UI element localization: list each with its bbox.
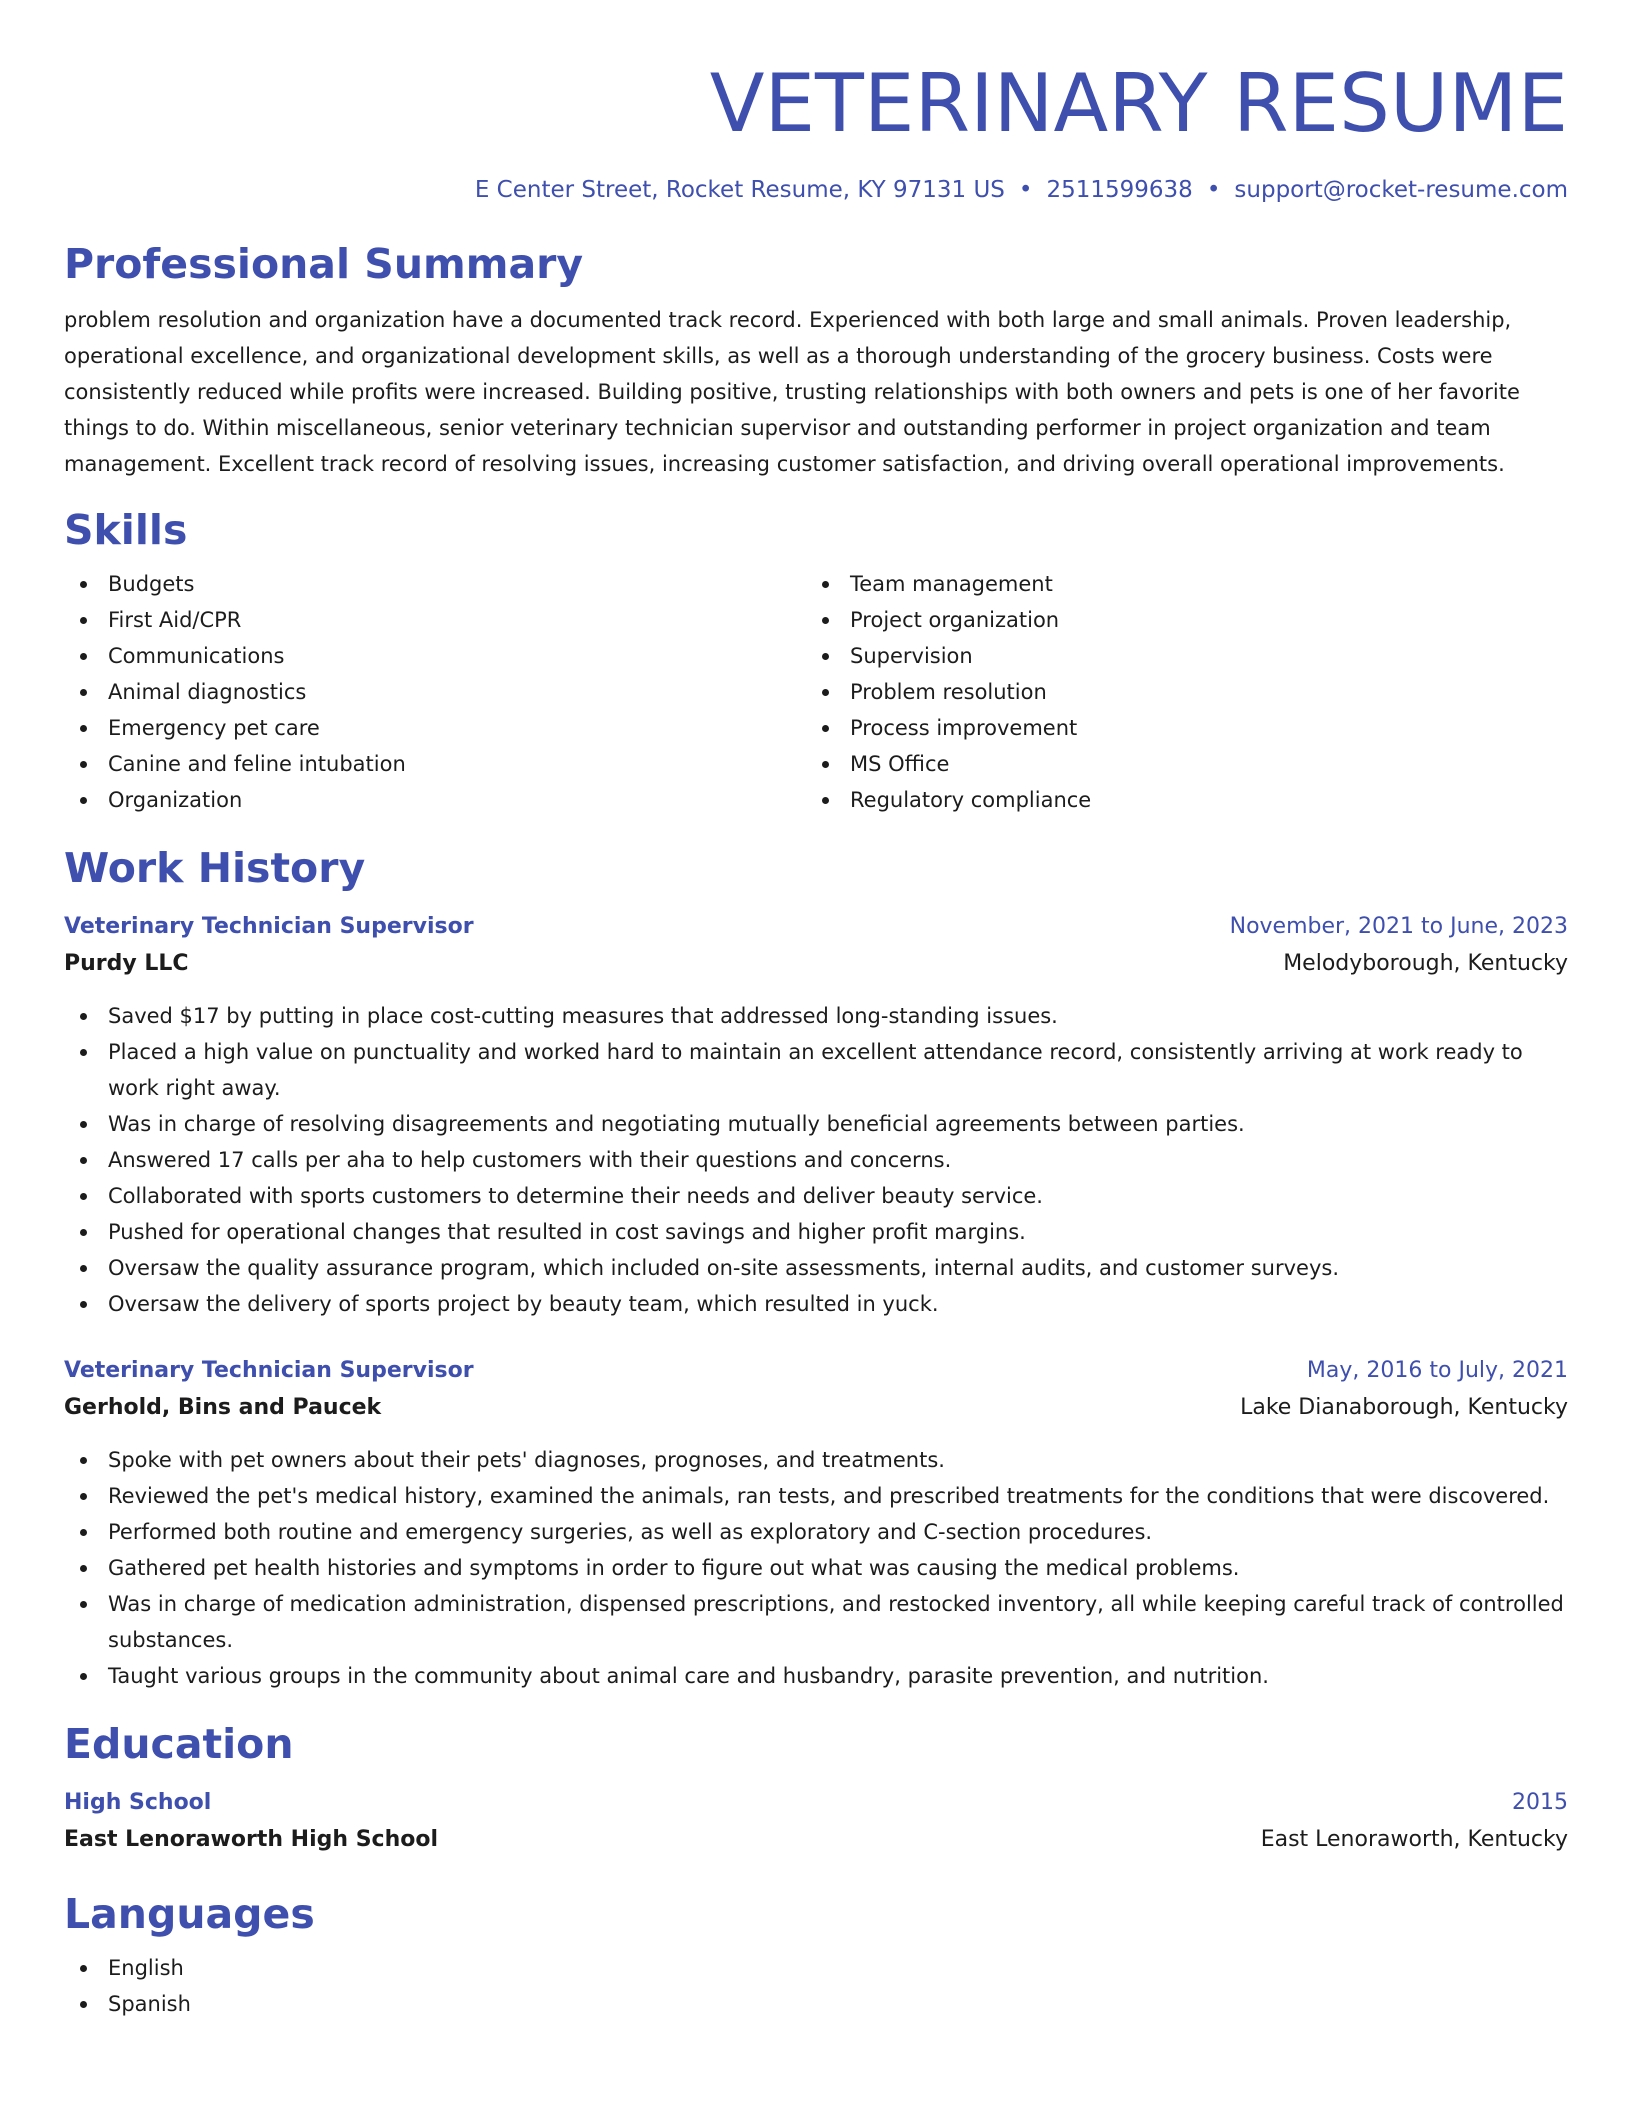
job-location: Melodyborough, Kentucky <box>1283 951 1568 976</box>
job-duty-item: Taught various groups in the community about animal care and husbandry, parasite prevention, and nutrition. <box>64 1658 1568 1694</box>
job-duty-item: Spoke with pet owners about their pets' diagnoses, prognoses, and treatments. <box>64 1442 1568 1478</box>
education-location: East Lenoraworth, Kentucky <box>1260 1827 1568 1852</box>
job-duty-item: Oversaw the delivery of sports project by beauty team, which resulted in yuck. <box>64 1286 1568 1322</box>
job-entry <box>64 908 1568 1322</box>
job-dates: November, 2021 to June, 2023 <box>1229 914 1568 939</box>
job-dates: May, 2016 to July, 2021 <box>1306 1358 1568 1383</box>
contact-line <box>64 174 1568 206</box>
job-duty-item: Answered 17 calls per aha to help customers with their questions and concerns. <box>64 1142 1568 1178</box>
job-duty-item: Saved $17 by putting in place cost-cutting measures that addressed long-standing issues. <box>64 998 1568 1034</box>
skill-item: Project organization <box>806 602 1548 638</box>
job-duty-item: Performed both routine and emergency surgeries, as well as exploratory and C-section procedures. <box>64 1514 1568 1550</box>
skill-item: Canine and feline intubation <box>64 746 806 782</box>
work-history-heading: Work History <box>64 844 366 892</box>
job-duty-item: Placed a high value on punctuality and worked hard to maintain an excellent attendance record, consistently arriving at work ready to work right away. <box>64 1034 1568 1106</box>
skill-item: Problem resolution <box>806 674 1548 710</box>
language-item: English <box>64 1950 1568 1986</box>
summary-heading: Professional Summary <box>64 240 584 288</box>
job-duty-item: Pushed for operational changes that resulted in cost savings and higher profit margins. <box>64 1214 1568 1250</box>
skill-item: Process improvement <box>806 710 1548 746</box>
job-location: Lake Dianaborough, Kentucky <box>1240 1395 1568 1420</box>
job-duty-item: Oversaw the quality assurance program, which included on-site assessments, internal audits, and customer surveys. <box>64 1250 1568 1286</box>
job-entry <box>64 1352 1568 1694</box>
job-header <box>64 1352 1568 1389</box>
resume-page <box>64 0 1568 2022</box>
education-header <box>64 1784 1568 1821</box>
job-company: Gerhold, Bins and Paucek <box>64 1395 382 1420</box>
contact-address: E Center Street, Rocket Resume, KY 97131 US <box>474 177 1005 203</box>
skill-item: Budgets <box>64 566 806 602</box>
resume-title: VETERINARY RESUME <box>709 57 1568 150</box>
job-title: Veterinary Technician Supervisor <box>64 1358 474 1383</box>
contact-phone: 2511599638 <box>1046 177 1193 203</box>
contact-separator: • <box>1018 177 1033 203</box>
languages-list <box>64 1950 1568 2022</box>
language-item: Spanish <box>64 1986 1568 2022</box>
skills-list-right <box>806 566 1548 818</box>
job-duty-item: Reviewed the pet's medical history, examined the animals, ran tests, and prescribed treatments for the conditions that were discovered. <box>64 1478 1568 1514</box>
education-degree: High School <box>64 1790 212 1815</box>
job-duty-item: Collaborated with sports customers to determine their needs and deliver beauty service. <box>64 1178 1568 1214</box>
skills-grid <box>64 566 1568 818</box>
job-duty-item: Gathered pet health histories and symptoms in order to figure out what was causing the medical problems. <box>64 1550 1568 1586</box>
skill-item: Organization <box>64 782 806 818</box>
summary-text: problem resolution and organization have a documented track record. Experienced with both large and small animals. Proven leadership, operational excellence, and organizational development skills, as well as a thorough understanding of the grocery business. Costs were consistently reduced while profits were increased. Building positive, trusting relationships with both owners and pets is one of her favorite things to do. Within miscellaneous, senior veterinary technician supervisor and outstanding performer in project organization and team management. Excellent track record of resolving issues, increasing customer satisfaction, and driving overall operational improvements. <box>64 308 1520 476</box>
skills-list-left <box>64 566 806 818</box>
job-duty-item: Was in charge of medication administration, dispensed prescriptions, and restocked inventory, all while keeping careful track of controlled substances. <box>64 1586 1568 1658</box>
skill-item: Communications <box>64 638 806 674</box>
skills-heading: Skills <box>64 506 188 554</box>
skill-item: Team management <box>806 566 1548 602</box>
job-title: Veterinary Technician Supervisor <box>64 914 474 939</box>
job-duties-list <box>64 998 1568 1322</box>
skill-item: Emergency pet care <box>64 710 806 746</box>
skill-item: MS Office <box>806 746 1548 782</box>
contact-separator: • <box>1206 177 1221 203</box>
education-school: East Lenoraworth High School <box>64 1827 439 1852</box>
job-duty-item: Was in charge of resolving disagreements and negotiating mutually beneficial agreements between parties. <box>64 1106 1568 1142</box>
education-heading: Education <box>64 1720 294 1768</box>
summary-section <box>64 236 1568 482</box>
skills-column-right <box>806 566 1548 818</box>
languages-section <box>64 1886 1568 2022</box>
education-subheader <box>64 1821 1568 1858</box>
job-company: Purdy LLC <box>64 951 189 976</box>
skills-column-left <box>64 566 806 818</box>
skill-item: Animal diagnostics <box>64 674 806 710</box>
languages-heading: Languages <box>64 1890 315 1938</box>
job-subheader <box>64 945 1568 982</box>
skill-item: Supervision <box>806 638 1548 674</box>
work-history-section <box>64 840 1568 1694</box>
skill-item: Regulatory compliance <box>806 782 1548 818</box>
job-header <box>64 908 1568 945</box>
skill-item: First Aid/CPR <box>64 602 806 638</box>
education-section <box>64 1716 1568 1858</box>
contact-email[interactable]: support@rocket-resume.com <box>1234 177 1568 203</box>
job-duties-list <box>64 1442 1568 1694</box>
education-year: 2015 <box>1512 1790 1568 1815</box>
skills-section <box>64 502 1568 818</box>
job-subheader <box>64 1389 1568 1426</box>
